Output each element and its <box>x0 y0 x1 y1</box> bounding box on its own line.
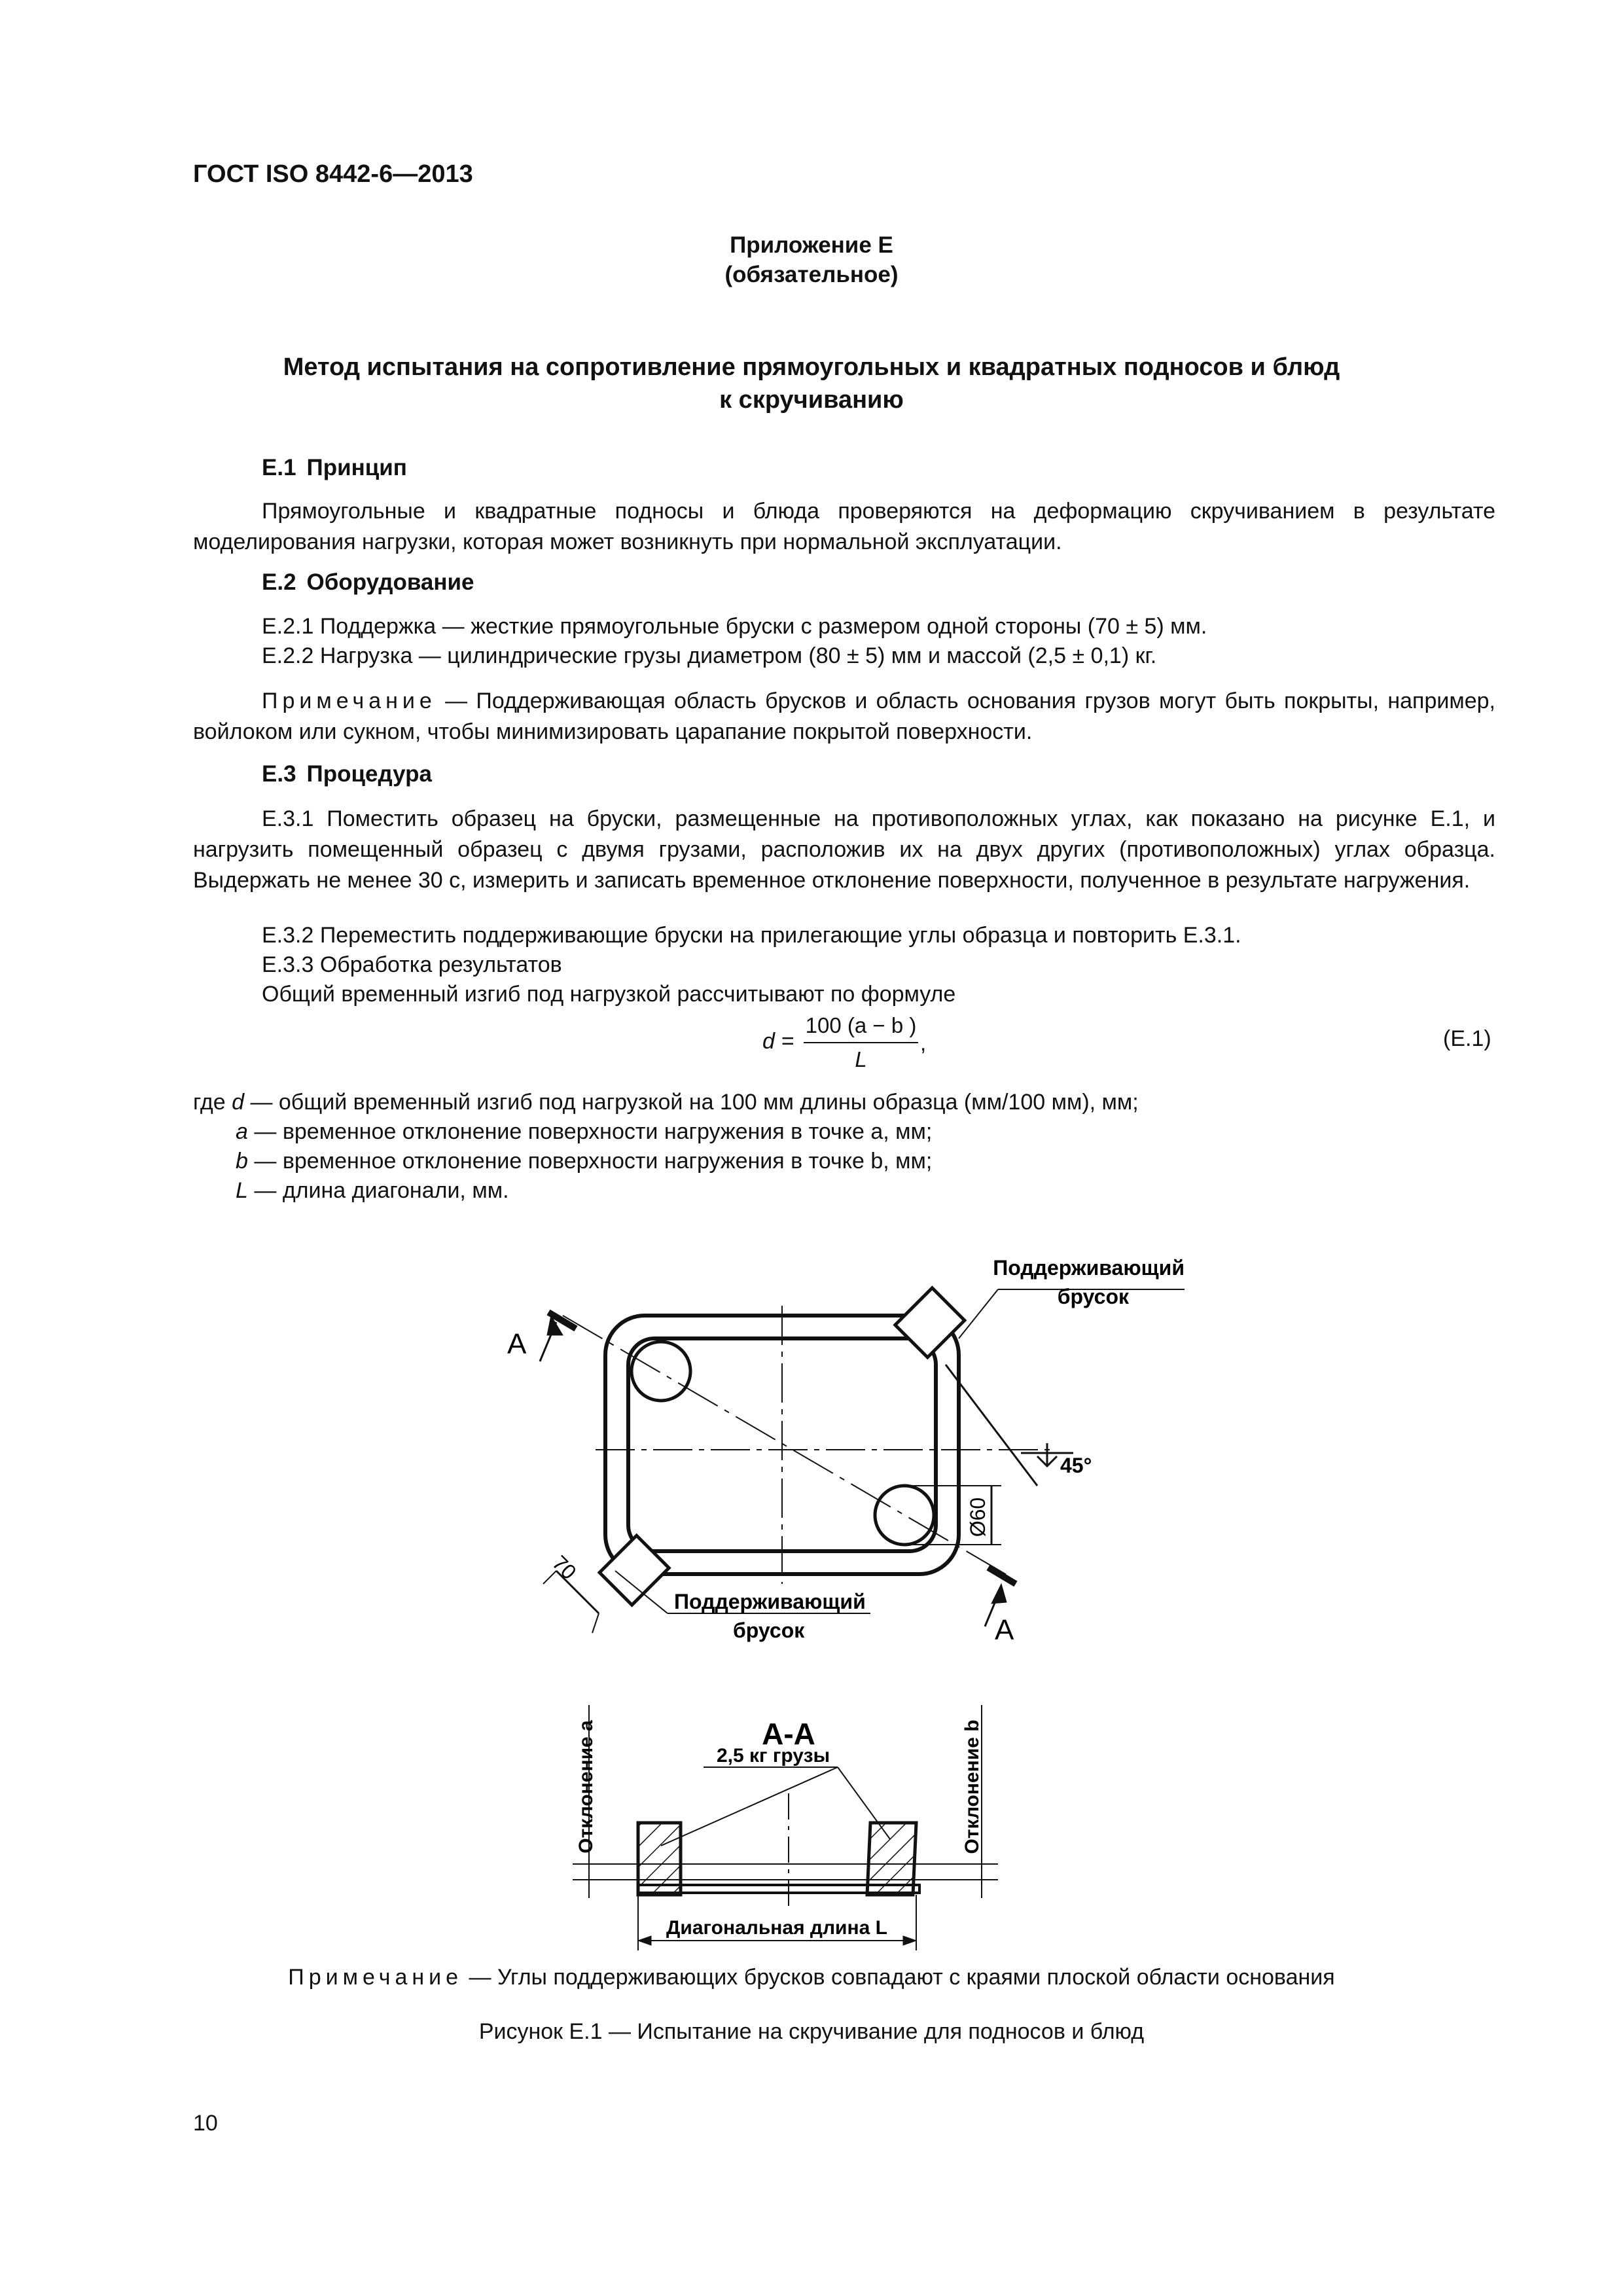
annex-label: Приложение Е <box>730 232 893 258</box>
paragraph-text: Е.3.1 Поместить образец на бруски, размещенные на противоположных углах, как показано на рисунке Е.1, и нагрузить помещенный образец с двумя грузами, расположив их на двух других (противоположных) углах образца. Выдержать не менее 30 с, измерить и записать временное отклонение поверхности, полученное в результате нагружения. <box>193 806 1495 893</box>
weight-section-a <box>638 1823 681 1895</box>
note-text: — Поддерживающая область брусков и область основания грузов могут быть покрыты, например, войлоком или сукном, чтобы минимизировать царапание покрытой поверхности. <box>193 689 1495 744</box>
support-label-bottom-line1: Поддерживающий <box>674 1590 866 1613</box>
note-text: — Углы поддерживающих брусков совпадают с краями плоской области основания <box>463 1965 1335 1990</box>
weight-circle-b <box>875 1486 934 1545</box>
annex-title-line-1: Метод испытания на сопротивление прямоугольных и квадратных подносов и блюд <box>283 353 1340 381</box>
paragraph-text: Прямоугольные и квадратные подносы и блюда проверяются на деформацию скручиванием в результате моделирования нагрузки, которая может возникнуть при нормальной эксплуатации. <box>193 499 1495 554</box>
definition: — временное отклонение поверхности нагружения в точке b, мм; <box>247 1149 933 1174</box>
symbol: L <box>236 1178 248 1203</box>
annex-status: (обязательное) <box>724 262 899 287</box>
symbol: d <box>232 1090 244 1115</box>
diagonal-length-label: Диагональная длина L <box>666 1917 887 1939</box>
support-block-top-right <box>895 1288 965 1357</box>
item-e2-1: Е.2.1 Поддержка — жесткие прямоугольные бруски с размером одной стороны (70 ± 5) мм. <box>262 614 1207 639</box>
section-mark-top: А <box>507 1328 527 1360</box>
support-label-top-line1: Поддерживающий <box>993 1256 1185 1280</box>
formula-lhs: d = <box>762 1029 794 1054</box>
diameter-label: Ø60 <box>966 1497 990 1537</box>
document-code: ГОСТ ISO 8442-6—2013 <box>193 160 473 188</box>
weights-leader-a <box>661 1767 838 1846</box>
section-mark-bottom: А <box>995 1614 1014 1646</box>
definition: — общий временный изгиб под нагрузкой на 100 мм длины образца (мм/100 мм), мм; <box>244 1090 1139 1115</box>
where-prefix: где <box>193 1090 226 1115</box>
section-number: Е.2 <box>262 569 296 595</box>
page-number: 10 <box>193 2111 218 2136</box>
symbol: b <box>236 1149 248 1174</box>
equation-number: (Е.1) <box>1443 1026 1491 1051</box>
figure-caption: Рисунок Е.1 — Испытание на скручивание для подносов и блюд <box>478 2019 1145 2044</box>
item-e3-3: Е.3.3 Обработка результатов <box>262 952 562 977</box>
support-label-bottom-line2: брусок <box>733 1619 805 1642</box>
section-title: Оборудование <box>306 569 474 595</box>
item-e3-2: Е.3.2 Переместить поддерживающие бруски на прилегающие углы образца и повторить Е.3.1. <box>262 923 1241 948</box>
definition: — временное отклонение поверхности нагружения в точке а, мм; <box>247 1119 933 1144</box>
figure-note <box>0 1965 1623 1990</box>
note-label: Примечание <box>288 1965 463 1990</box>
deflection-b-label: Отклонение b <box>961 1719 983 1854</box>
leader-support-top <box>959 1289 998 1338</box>
formula-comma: , <box>920 1031 927 1055</box>
formula-denominator: L <box>855 1047 867 1071</box>
section-number: Е.3 <box>262 761 296 787</box>
support-block-bottom-left <box>599 1535 669 1605</box>
section-title: Процедура <box>306 761 432 787</box>
item-e2-2: Е.2.2 Нагрузка — цилиндрические грузы диаметром (80 ± 5) мм и массой (2,5 ± 0,1) кг. <box>262 643 1157 668</box>
section-title: Принцип <box>306 455 407 480</box>
weights-label: 2,5 кг грузы <box>717 1745 830 1767</box>
angle-label: 45° <box>1060 1454 1092 1477</box>
note-label: Примечание <box>262 689 437 713</box>
annex-title-line-2: к скручиванию <box>719 386 904 414</box>
weight-section-b <box>867 1823 916 1895</box>
angle-arrow <box>1037 1443 1057 1466</box>
definition: — длина диагонали, мм. <box>247 1178 509 1203</box>
weights-leader-b <box>838 1767 890 1839</box>
formula-intro: Общий временный изгиб под нагрузкой рассчитывают по формуле <box>262 982 956 1007</box>
deflection-a-label: Отклонение a <box>575 1720 597 1854</box>
symbol: a <box>236 1119 248 1144</box>
weight-circle-a <box>632 1342 690 1401</box>
size-70-label: 70 <box>548 1551 581 1585</box>
support-label-top-line2: брусок <box>1057 1285 1129 1308</box>
formula-numerator: 100 (a − b ) <box>805 1013 917 1037</box>
section-number: Е.1 <box>262 455 296 480</box>
section-title: А-А <box>762 1717 815 1751</box>
